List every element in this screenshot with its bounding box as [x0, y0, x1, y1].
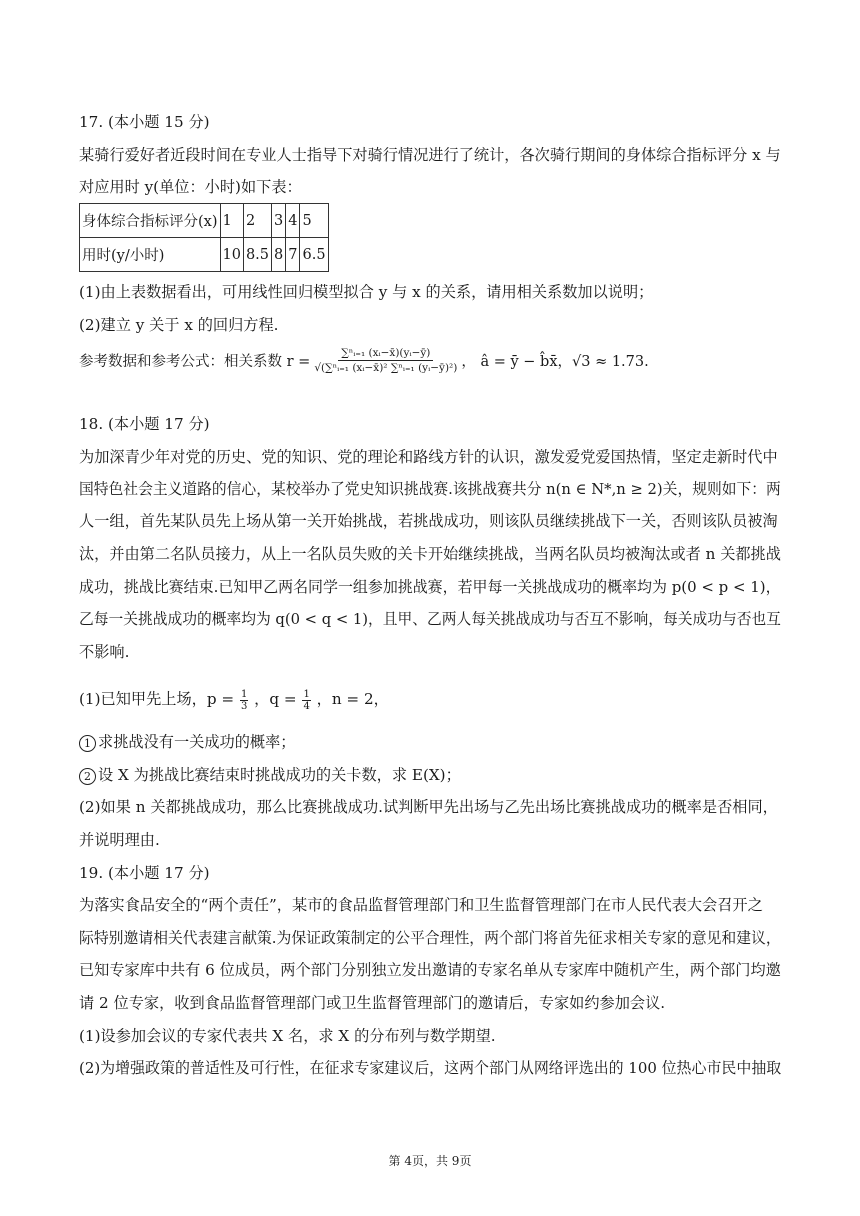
- q-fraction: [302, 689, 310, 712]
- table-cell: 4: [286, 204, 300, 238]
- table-row-label: 身体综合指标评分(x): [80, 204, 221, 238]
- q18-heading: 18. (本小题 17 分): [79, 415, 210, 433]
- p-numerator: 1: [240, 688, 248, 700]
- circled-number-1: 1: [79, 735, 96, 752]
- table-cell: 8: [272, 238, 286, 272]
- table-cell: 10: [220, 238, 243, 272]
- q-denominator: 4: [303, 700, 310, 712]
- q18-part1: [79, 688, 389, 712]
- q18-line: 乙每一关挑战成功的概率均为 q(0 < q < 1)，且甲、乙两人每关挑战成功与否互不影响，每关成功与否也互: [79, 610, 781, 628]
- table-cell: 8.5: [243, 238, 271, 272]
- table-cell: 7: [286, 238, 300, 272]
- table-cell: 5: [300, 204, 328, 238]
- p-denominator: 3: [240, 700, 248, 712]
- q19-line: 为落实食品安全的“两个责任”，某市的食品监督管理部门和卫生监督管理部门在市人民代表大会召开之: [79, 896, 763, 914]
- fraction-denominator: √(∑ⁿᵢ₌₁ (xᵢ−x̄)² ∑ⁿᵢ₌₁ (yᵢ−ȳ)²): [314, 362, 458, 374]
- q17-intro-line2: 对应用时 y(单位：小时)如下表：: [79, 178, 302, 196]
- q17-part2: (2)建立 y 关于 x 的回归方程.: [79, 316, 279, 334]
- q18-line: 汰，并由第二名队员接力，从上一名队员失败的关卡开始继续挑战，当两名队员均被淘汰或者 n 关都挑战: [79, 545, 781, 563]
- table-cell: 1: [220, 204, 243, 238]
- q18-part2-line1: (2)如果 n 关都挑战成功，那么比赛挑战成功.试判断甲先出场与乙先出场比赛挑战成功的概率是否相同，: [79, 798, 778, 816]
- table-row-label: 用时(y/小时): [80, 238, 221, 272]
- sub1-text: 求挑战没有一关成功的概率；: [98, 733, 296, 751]
- sub2-text: 设 X 为挑战比赛结束时挑战成功的关卡数，求 E(X)；: [98, 766, 461, 784]
- q18-line: 不影响.: [79, 643, 130, 661]
- part1-prefix: (1)已知甲先上场，p =: [79, 690, 239, 708]
- q17-part1: (1)由上表数据看出，可用线性回归模型拟合 y 与 x 的关系，请用相关系数加以说明；: [79, 283, 654, 301]
- q17-heading: 17. (本小题 15 分): [79, 113, 210, 131]
- table-cell: 3: [272, 204, 286, 238]
- q18-sub2: [79, 764, 461, 785]
- q18-line: 人一组，首先某队员先上场从第一关开始挑战，若挑战成功，则该队员继续挑战下一关，否则该队员被淘: [79, 512, 778, 530]
- q-label: ，q =: [254, 690, 302, 708]
- q19-line: 际特别邀请相关代表建言献策.为保证政策制定的公平合理性，两个部门将首先征求相关专家的意见和建议，: [79, 929, 781, 947]
- table-cell: 6.5: [300, 238, 328, 272]
- page-footer: 第 4页，共 9页: [388, 1154, 472, 1168]
- q19-part1: (1)设参加会议的专家代表共 X 名，求 X 的分布列与数学期望.: [79, 1027, 496, 1045]
- correlation-fraction: [314, 347, 457, 374]
- table-row: [80, 238, 329, 272]
- q18-part2-line2: 并说明理由.: [79, 831, 160, 849]
- q17-reference-formula: [79, 347, 649, 374]
- q18-sub1: [79, 731, 295, 752]
- q17-intro-line1: 某骑行爱好者近段时间在专业人士指导下对骑行情况进行了统计，各次骑行期间的身体综合指标评分 x 与: [79, 146, 781, 164]
- q17-data-table: [79, 203, 329, 272]
- formula-prefix: 参考数据和参考公式：相关系数 r =: [79, 354, 311, 370]
- formula-suffix: ， â = ȳ − b̂x̄，√3 ≈ 1.73.: [461, 354, 649, 370]
- q18-line: 成功，挑战比赛结束.已知甲乙两名同学一组参加挑战赛，若甲每一关挑战成功的概率均为 p(0 < p < 1)，: [79, 578, 781, 596]
- q19-line: 已知专家库中共有 6 位成员，两个部门分别独立发出邀请的专家名单从专家库中随机产生，两个部门均邀: [79, 961, 781, 979]
- table-row: [80, 204, 329, 238]
- table-cell: 2: [243, 204, 271, 238]
- fraction-numerator: ∑ⁿᵢ₌₁ (xᵢ−x̄)(yᵢ−ȳ): [338, 347, 433, 361]
- p-fraction: [240, 689, 248, 712]
- q18-line: 为加深青少年对党的历史、党的知识、党的理论和路线方针的认识，激发爱党爱国热情，坚定走新时代中: [79, 448, 778, 466]
- n-label: ，n = 2，: [316, 690, 389, 708]
- q-numerator: 1: [303, 688, 310, 700]
- circled-number-2: 2: [79, 768, 96, 785]
- q18-line: 国特色社会主义道路的信心，某校举办了党史知识挑战赛.该挑战赛共分 n(n ∈ N*,n ≥ 2)关，规则如下：两: [79, 480, 781, 498]
- q19-part2: (2)为增强政策的普适性及可行性，在征求专家建议后，这两个部门从网络评选出的 100 位热心市民中抽取: [79, 1059, 782, 1077]
- q19-line: 请 2 位专家，收到食品监督管理部门或卫生监督管理部门的邀请后，专家如约参加会议.: [79, 994, 666, 1012]
- q19-heading: 19. (本小题 17 分): [79, 864, 210, 882]
